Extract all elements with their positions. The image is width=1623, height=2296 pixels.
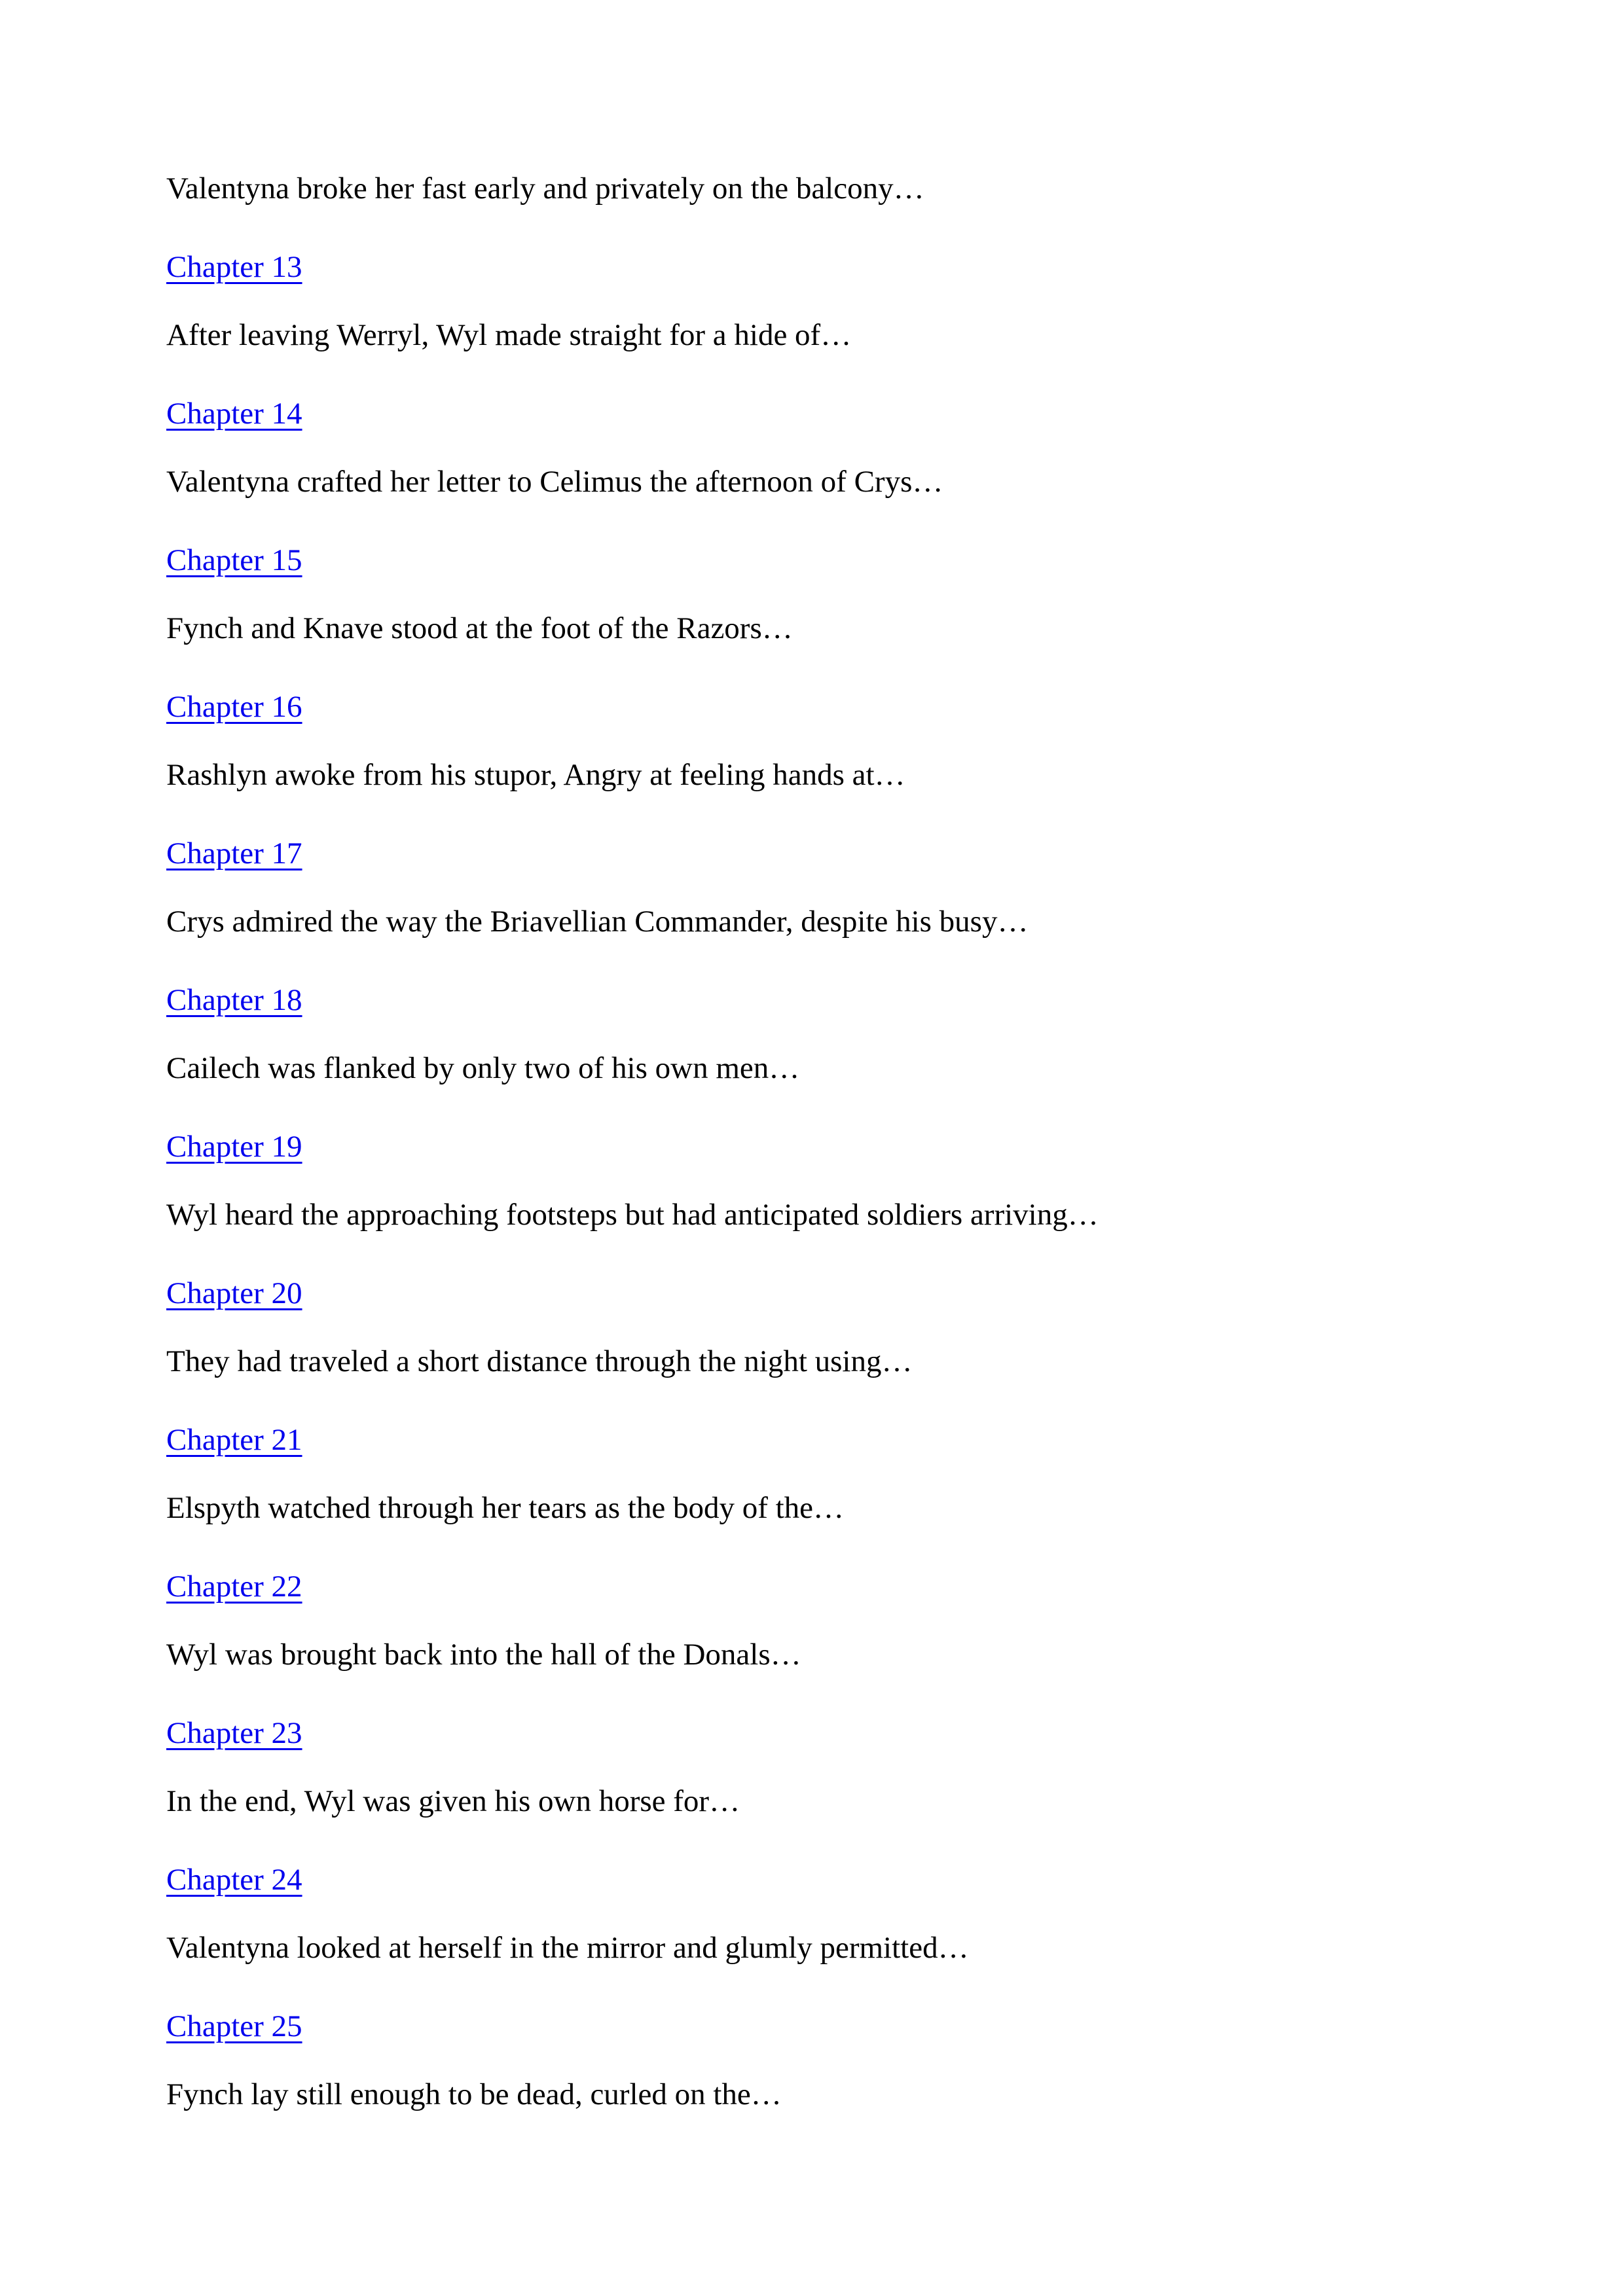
chapter-link[interactable]: Chapter 16 (166, 690, 302, 724)
chapter-link[interactable]: Chapter 19 (166, 1130, 302, 1164)
chapter-excerpt: Crys admired the way the Briavellian Commander, despite his busy… (166, 905, 1029, 939)
chapter-excerpt: Fynch and Knave stood at the foot of the Razors… (166, 611, 793, 645)
chapter-link[interactable]: Chapter 17 (166, 836, 302, 870)
chapter-link[interactable]: Chapter 24 (166, 1863, 302, 1897)
chapter-link[interactable]: Chapter 13 (166, 250, 302, 284)
chapter-link[interactable]: Chapter 22 (166, 1570, 302, 1604)
chapter-link[interactable]: Chapter 18 (166, 983, 302, 1017)
chapter-excerpt: Cailech was flanked by only two of his own men… (166, 1051, 800, 1085)
chapter-link[interactable]: Chapter 14 (166, 397, 302, 431)
table-of-contents (166, 164, 1476, 2148)
chapter-excerpt: Fynch lay still enough to be dead, curled on the… (166, 2077, 782, 2111)
chapter-link[interactable]: Chapter 15 (166, 543, 302, 577)
chapter-excerpt: Rashlyn awoke from his stupor, Angry at feeling hands at… (166, 758, 905, 792)
chapter-excerpt: After leaving Werryl, Wyl made straight for a hide of… (166, 318, 852, 352)
chapter-link[interactable]: Chapter 20 (166, 1276, 302, 1310)
chapter-excerpt: Elspyth watched through her tears as the body of the… (166, 1491, 845, 1525)
intro-excerpt: Valentyna broke her fast early and privately on the balcony… (166, 171, 924, 206)
chapter-excerpt: Valentyna crafted her letter to Celimus the afternoon of Crys… (166, 465, 943, 499)
chapter-link[interactable]: Chapter 25 (166, 2009, 302, 2043)
chapter-excerpt: Wyl was brought back into the hall of the Donals… (166, 1638, 801, 1672)
chapter-excerpt: In the end, Wyl was given his own horse for… (166, 1784, 740, 1818)
chapter-excerpt: Wyl heard the approaching footsteps but had anticipated soldiers arriving… (166, 1198, 1099, 1232)
chapter-excerpt: They had traveled a short distance through the night using… (166, 1344, 913, 1378)
chapter-link[interactable]: Chapter 21 (166, 1423, 302, 1457)
chapter-link[interactable]: Chapter 23 (166, 1716, 302, 1750)
chapter-excerpt: Valentyna looked at herself in the mirror and glumly permitted… (166, 1931, 969, 1965)
